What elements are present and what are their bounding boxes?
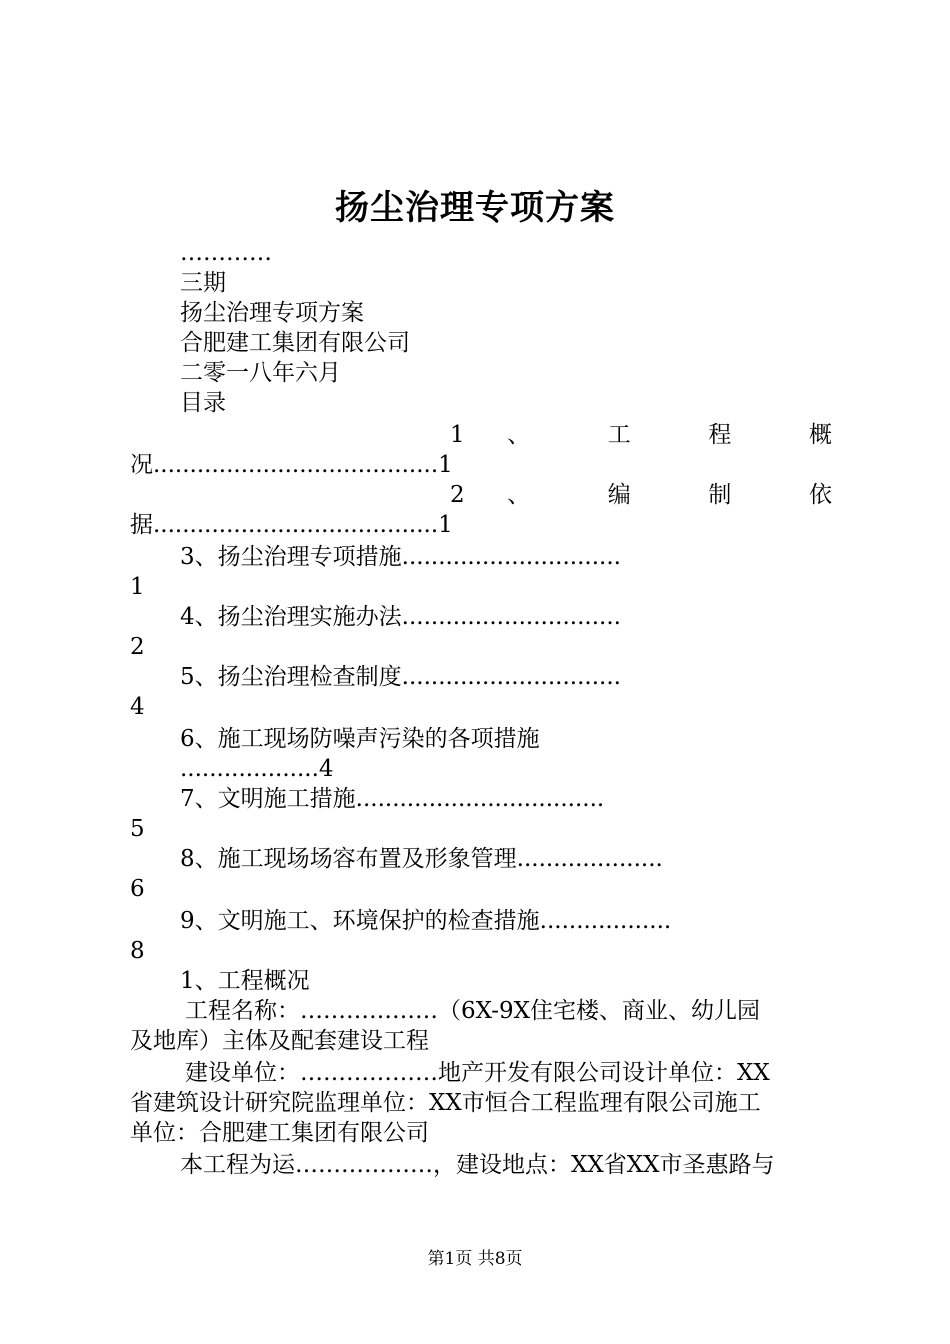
cover-doc-name: 扬尘治理专项方案 — [180, 300, 364, 326]
section-heading: 1、工程概况 — [180, 968, 310, 994]
toc-item-1-rest: 况.......................................1 — [130, 452, 453, 478]
cover-dots: ………… — [180, 240, 272, 266]
document-title: 扬尘治理专项方案 — [335, 188, 615, 228]
cover-phase: 三期 — [180, 270, 226, 296]
project-desc-line-1: 本工程为运………………，建设地点：XX省XX市圣惠路与 — [180, 1152, 775, 1178]
project-name-line-1: 工程名称：………………（6X-9X住宅楼、商业、幼儿园 — [185, 998, 760, 1024]
toc-item-7-page: 5 — [130, 816, 145, 842]
toc-item-4-page: 2 — [130, 634, 145, 660]
units-line-3: 单位：合肥建工集团有限公司 — [130, 1120, 429, 1146]
toc-item-4: 4、扬尘治理实施办法.............................. — [180, 604, 621, 630]
toc-item-3-page: 1 — [130, 574, 145, 600]
toc-item-9-page: 8 — [130, 938, 145, 964]
units-line-2: 省建筑设计研究院监理单位：XX市恒合工程监理有限公司施工 — [130, 1090, 761, 1116]
toc-item-8-page: 6 — [130, 876, 145, 902]
toc-item-7: 7、文明施工措施.................................. — [180, 786, 605, 812]
toc-heading: 目录 — [180, 390, 226, 416]
toc-item-9: 9、文明施工、环境保护的检查措施.................. — [180, 908, 672, 934]
page-footer: 第1页 共8页 — [427, 1249, 523, 1269]
toc-item-2-rest: 据.......................................1 — [130, 512, 453, 538]
cover-date: 二零一八年六月 — [180, 360, 341, 386]
toc-item-1-top: 1 、 工 程 概 — [450, 422, 832, 448]
toc-item-6: 6、施工现场防噪声污染的各项措施 — [180, 726, 540, 752]
toc-item-3: 3、扬尘治理专项措施.............................. — [180, 544, 621, 570]
toc-item-5-page: 4 — [130, 694, 145, 720]
units-line-1: 建设单位：………………地产开发有限公司设计单位：XX — [185, 1060, 770, 1086]
project-name-line-2: 及地库）主体及配套建设工程 — [130, 1028, 429, 1054]
toc-item-8: 8、施工现场场容布置及形象管理.................... — [180, 846, 663, 872]
toc-item-2-top: 2 、 编 制 依 — [450, 482, 832, 508]
toc-item-6-page: ...................4 — [180, 756, 334, 782]
cover-company: 合肥建工集团有限公司 — [180, 330, 410, 356]
toc-item-5: 5、扬尘治理检查制度.............................. — [180, 664, 621, 690]
